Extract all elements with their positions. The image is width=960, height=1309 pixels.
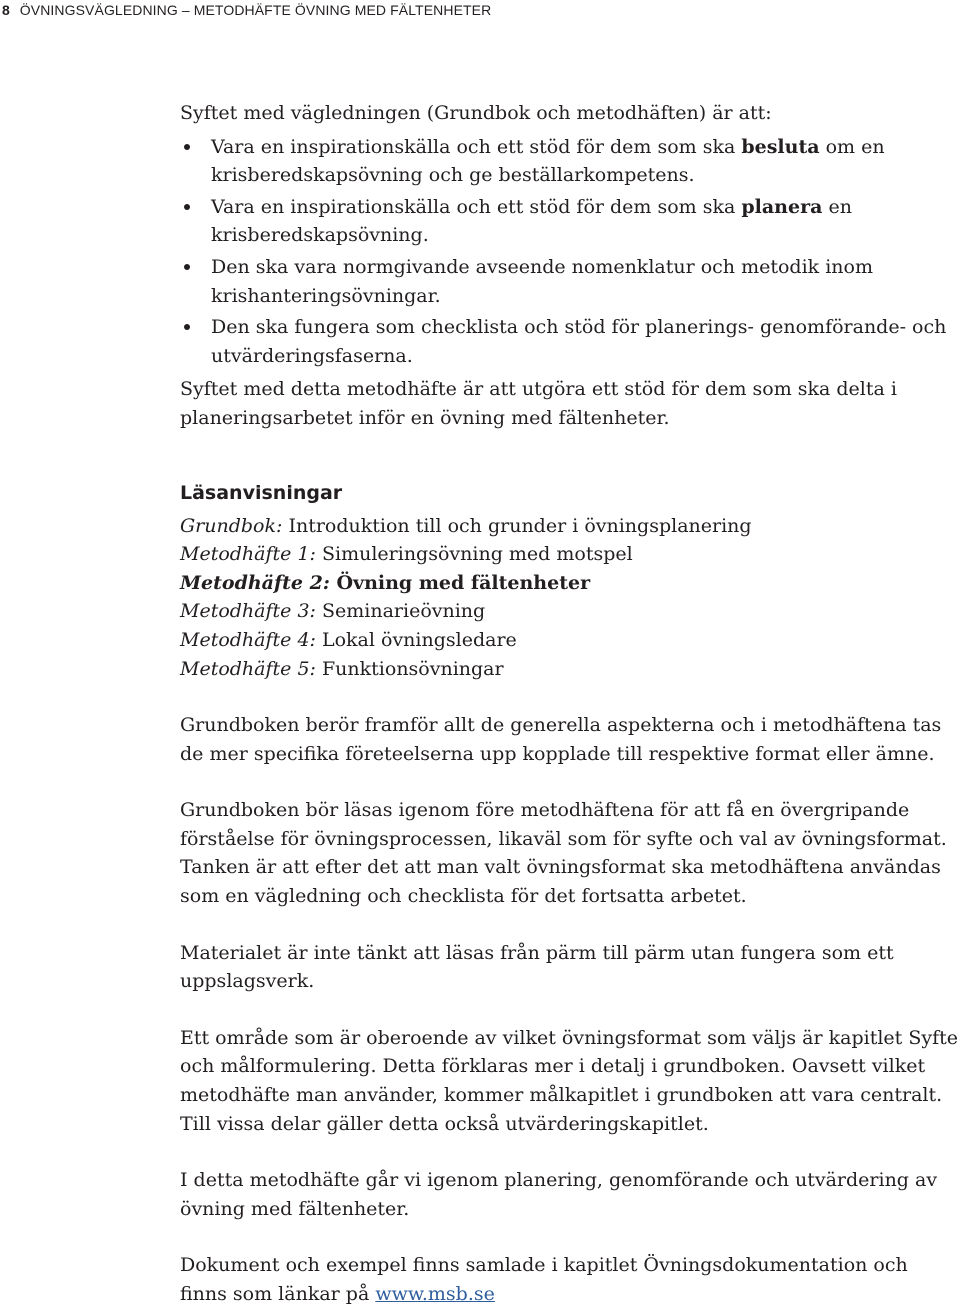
bullet-icon [184,144,190,150]
purpose-paragraph: Syftet med detta metodhäfte är att utgöra ett stöd för dem som ska delta i planeringsarbetet inför en övning med fältenheter. [180,378,897,429]
reading-guide-heading: Läsanvisningar [180,481,343,504]
msb-link[interactable]: www.msb.se [375,1283,495,1305]
bullet-item: Den ska fungera som checklista och stöd för planerings- genomförande- och utvärderingsfaserna. [180,313,960,370]
page-number: 8 [2,2,10,18]
reading-item: Metodhäfte 5: Funktionsövningar [180,657,504,680]
reading-item: Metodhäfte 3: Seminarieövning [180,600,486,623]
reading-item: Grundbok: Introduktion till och grunder i övningsplanering [180,514,752,537]
running-title: ÖVNINGSVÄGLEDNING – METODHÄFTE ÖVNING MED FÄLTENHETER [19,2,492,18]
reading-item-current: Metodhäfte 2: Övning med fältenheter [180,571,591,594]
page-body [180,99,960,1309]
purpose-bullet-list [180,133,960,371]
bullet-icon [184,324,190,330]
body-paragraph: Grundboken bör läsas igenom före metodhäftena för att få en övergripande förståelse för övningsprocessen, likaväl som för syfte och val av övningsformat. Tanken är att efter det att man valt övningsformat ska metodhäftena användas som en vägledning och checklista för det fortsatta arbetet. [180,799,947,908]
bullet-icon [184,264,190,270]
reading-item: Metodhäfte 4: Lokal övningsledare [180,628,517,651]
bullet-item: Vara en inspirationskälla och ett stöd för dem som ska besluta om en krisberedskapsövning och ge beställarkompetens. [180,133,960,190]
final-paragraph: Dokument och exempel finns samlade i kapitlet Övningsdokumentation och finns som länkar på www.msb.se [180,1254,908,1305]
reading-item: Metodhäfte 1: Simuleringsövning med motspel [180,543,633,566]
reading-guide-list [180,512,960,684]
running-header [0,0,491,20]
bullet-item: Vara en inspirationskälla och ett stöd för dem som ska planera en krisberedskapsövning. [180,193,960,250]
bullet-item: Den ska vara normgivande avseende nomenklatur och metodik inom krishanteringsövningar. [180,253,960,310]
body-paragraph: Materialet är inte tänkt att läsas från pärm till pärm utan fungera som ett uppslagsverk. [180,941,894,993]
bullet-icon [184,204,190,210]
intro-text: Syftet med vägledningen (Grundbok och metodhäften) är att: [180,102,772,124]
body-paragraph: Ett område som är oberoende av vilket övningsformat som väljs är kapitlet Syfte och målformulering. Detta förklaras mer i detalj i grundboken. Oavsett vilket metodhäfte man använder, kommer målkapitlet i grundboken att vara centralt. Till vissa delar gäller detta också utvärderingskapitlet. [180,1026,958,1135]
body-paragraph: Grundboken berör framför allt de generella aspekterna och i metodhäftena tas de mer specifika företeelserna upp kopplade till respektive format eller ämne. [180,714,942,765]
body-paragraph: I detta metodhäfte går vi igenom planering, genomförande och utvärdering av övning med fältenheter. [180,1169,938,1220]
